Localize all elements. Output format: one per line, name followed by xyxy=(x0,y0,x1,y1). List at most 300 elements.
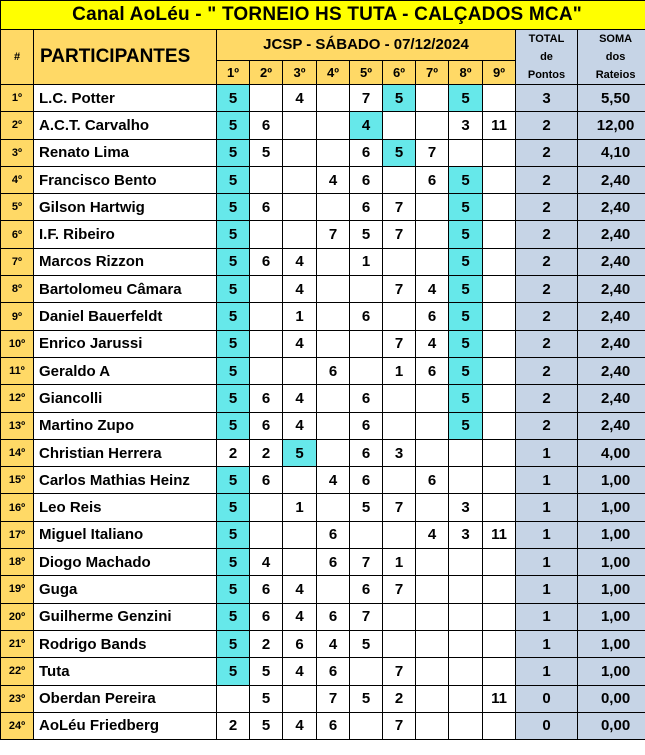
participant-name: Guilherme Genzini xyxy=(34,603,217,630)
participant-name: Carlos Mathias Heinz xyxy=(34,467,217,494)
score-cell xyxy=(283,685,317,712)
rank-cell: 7º xyxy=(1,248,34,275)
score-cell: 5 xyxy=(217,357,250,384)
score-cell: 4 xyxy=(317,630,350,657)
position-header: 3º xyxy=(283,60,317,84)
score-cell: 5 xyxy=(217,85,250,112)
score-cell: 6 xyxy=(317,658,350,685)
score-cell xyxy=(483,712,516,739)
rank-cell: 15º xyxy=(1,467,34,494)
score-cell xyxy=(483,303,516,330)
rank-cell: 17º xyxy=(1,521,34,548)
score-cell xyxy=(283,357,317,384)
score-cell xyxy=(250,330,283,357)
score-cell: 4 xyxy=(283,712,317,739)
score-cell: 6 xyxy=(250,412,283,439)
score-cell: 5 xyxy=(449,85,483,112)
score-cell: 6 xyxy=(317,357,350,384)
score-cell: 4 xyxy=(283,412,317,439)
score-cell xyxy=(449,685,483,712)
sum-cell: 1,00 xyxy=(578,630,645,657)
score-cell: 7 xyxy=(383,276,416,303)
participant-name: I.F. Ribeiro xyxy=(34,221,217,248)
score-cell xyxy=(250,494,283,521)
score-cell: 5 xyxy=(250,658,283,685)
score-cell xyxy=(449,712,483,739)
sum-header-line: SOMA xyxy=(599,33,633,45)
score-cell: 6 xyxy=(250,112,283,139)
score-cell: 5 xyxy=(217,412,250,439)
score-cell xyxy=(483,194,516,221)
score-cell xyxy=(416,194,449,221)
score-cell: 5 xyxy=(217,603,250,630)
position-header: 5º xyxy=(350,60,383,84)
rank-cell: 18º xyxy=(1,549,34,576)
score-cell xyxy=(350,330,383,357)
score-cell xyxy=(250,303,283,330)
sum-cell: 0,00 xyxy=(578,685,645,712)
score-cell xyxy=(483,630,516,657)
total-points-cell: 1 xyxy=(516,549,578,576)
score-cell xyxy=(483,658,516,685)
participant-name: Geraldo A xyxy=(34,357,217,384)
score-cell: 7 xyxy=(317,221,350,248)
score-cell: 5 xyxy=(250,712,283,739)
score-cell xyxy=(383,521,416,548)
score-cell: 4 xyxy=(283,603,317,630)
total-points-cell: 2 xyxy=(516,166,578,193)
score-cell xyxy=(483,330,516,357)
table-row xyxy=(1,303,645,330)
participant-name: Francisco Bento xyxy=(34,166,217,193)
score-cell: 7 xyxy=(383,576,416,603)
participant-name: Gilson Hartwig xyxy=(34,194,217,221)
score-cell: 5 xyxy=(350,494,383,521)
score-cell xyxy=(317,248,350,275)
score-cell: 5 xyxy=(217,166,250,193)
score-cell xyxy=(416,576,449,603)
score-cell: 6 xyxy=(350,139,383,166)
position-header: 1º xyxy=(217,60,250,84)
score-cell xyxy=(383,303,416,330)
score-cell xyxy=(449,603,483,630)
score-cell: 6 xyxy=(350,412,383,439)
score-cell xyxy=(350,712,383,739)
score-cell: 4 xyxy=(283,248,317,275)
score-cell: 5 xyxy=(250,139,283,166)
total-points-cell: 2 xyxy=(516,139,578,166)
score-cell xyxy=(317,303,350,330)
score-cell: 4 xyxy=(416,521,449,548)
score-cell xyxy=(250,85,283,112)
score-cell: 7 xyxy=(350,85,383,112)
sum-cell: 1,00 xyxy=(578,549,645,576)
table-row xyxy=(1,385,645,412)
sum-cell: 2,40 xyxy=(578,194,645,221)
total-points-cell: 2 xyxy=(516,112,578,139)
sum-cell: 2,40 xyxy=(578,303,645,330)
sum-cell: 2,40 xyxy=(578,357,645,384)
score-cell: 3 xyxy=(449,521,483,548)
score-cell: 5 xyxy=(383,139,416,166)
score-cell xyxy=(383,467,416,494)
rank-cell: 5º xyxy=(1,194,34,221)
score-cell: 6 xyxy=(350,385,383,412)
participant-name: Marcos Rizzon xyxy=(34,248,217,275)
score-cell: 6 xyxy=(350,439,383,466)
score-cell: 6 xyxy=(250,248,283,275)
score-cell: 6 xyxy=(350,576,383,603)
total-points-cell: 1 xyxy=(516,521,578,548)
score-cell: 5 xyxy=(217,221,250,248)
score-cell xyxy=(383,248,416,275)
score-cell xyxy=(317,385,350,412)
total-points-cell: 1 xyxy=(516,467,578,494)
score-cell: 5 xyxy=(383,85,416,112)
rank-cell: 3º xyxy=(1,139,34,166)
score-cell xyxy=(483,248,516,275)
position-header: 6º xyxy=(383,60,416,84)
sum-cell: 4,10 xyxy=(578,139,645,166)
position-header: 9º xyxy=(483,60,516,84)
total-points-cell: 0 xyxy=(516,712,578,739)
score-cell xyxy=(483,603,516,630)
score-cell: 5 xyxy=(217,521,250,548)
score-cell: 5 xyxy=(449,166,483,193)
score-cell: 2 xyxy=(250,439,283,466)
score-cell xyxy=(416,549,449,576)
total-points-cell: 2 xyxy=(516,330,578,357)
score-cell xyxy=(317,576,350,603)
score-cell xyxy=(317,276,350,303)
score-cell: 6 xyxy=(283,630,317,657)
score-cell: 2 xyxy=(217,439,250,466)
rank-cell: 21º xyxy=(1,630,34,657)
score-cell: 4 xyxy=(283,85,317,112)
table-row xyxy=(1,194,645,221)
total-points-cell: 2 xyxy=(516,357,578,384)
sum-cell: 2,40 xyxy=(578,248,645,275)
score-cell: 6 xyxy=(416,467,449,494)
sum-cell: 2,40 xyxy=(578,330,645,357)
participant-name: Martino Zupo xyxy=(34,412,217,439)
rank-header: # xyxy=(1,30,34,85)
table-row xyxy=(1,494,645,521)
score-cell: 1 xyxy=(350,248,383,275)
score-cell xyxy=(383,166,416,193)
score-cell xyxy=(317,194,350,221)
rank-cell: 22º xyxy=(1,658,34,685)
score-cell xyxy=(449,139,483,166)
score-cell: 11 xyxy=(483,112,516,139)
score-cell: 7 xyxy=(383,330,416,357)
score-cell xyxy=(383,412,416,439)
table-row xyxy=(1,112,645,139)
table-row xyxy=(1,603,645,630)
sum-cell: 1,00 xyxy=(578,576,645,603)
score-cell xyxy=(283,139,317,166)
score-cell xyxy=(350,357,383,384)
score-cell: 4 xyxy=(283,576,317,603)
table-row xyxy=(1,712,645,739)
score-cell: 1 xyxy=(383,549,416,576)
score-cell: 5 xyxy=(217,112,250,139)
table-row xyxy=(1,412,645,439)
participant-name: Rodrigo Bands xyxy=(34,630,217,657)
total-points-cell: 2 xyxy=(516,303,578,330)
score-cell: 5 xyxy=(217,385,250,412)
score-cell xyxy=(317,330,350,357)
score-cell: 2 xyxy=(250,630,283,657)
position-header: 4º xyxy=(317,60,350,84)
rank-cell: 23º xyxy=(1,685,34,712)
score-cell: 6 xyxy=(250,194,283,221)
score-cell: 6 xyxy=(416,166,449,193)
rank-cell: 4º xyxy=(1,166,34,193)
score-cell xyxy=(416,385,449,412)
rank-cell: 20º xyxy=(1,603,34,630)
participant-name: L.C. Potter xyxy=(34,85,217,112)
score-cell xyxy=(416,412,449,439)
participant-name: Oberdan Pereira xyxy=(34,685,217,712)
total-points-cell: 1 xyxy=(516,630,578,657)
score-cell xyxy=(350,276,383,303)
score-cell xyxy=(483,576,516,603)
score-cell xyxy=(416,685,449,712)
score-cell xyxy=(383,603,416,630)
sum-cell: 1,00 xyxy=(578,603,645,630)
score-cell: 7 xyxy=(383,194,416,221)
table-row xyxy=(1,521,645,548)
participants-header: PARTICIPANTES xyxy=(34,30,217,85)
score-cell: 4 xyxy=(250,549,283,576)
event-header: JCSP - SÁBADO - 07/12/2024 xyxy=(217,30,516,61)
score-cell: 5 xyxy=(350,685,383,712)
score-cell: 1 xyxy=(383,357,416,384)
score-cell: 7 xyxy=(383,658,416,685)
score-cell xyxy=(250,521,283,548)
score-cell xyxy=(283,166,317,193)
score-cell: 7 xyxy=(383,494,416,521)
rank-cell: 24º xyxy=(1,712,34,739)
score-cell xyxy=(283,549,317,576)
score-cell xyxy=(416,221,449,248)
rank-cell: 8º xyxy=(1,276,34,303)
table-row xyxy=(1,221,645,248)
sum-header-line: Rateios xyxy=(595,69,636,81)
score-cell: 5 xyxy=(217,248,250,275)
score-cell: 6 xyxy=(350,303,383,330)
score-cell xyxy=(449,630,483,657)
score-cell xyxy=(250,276,283,303)
score-cell xyxy=(483,412,516,439)
participant-name: Diogo Machado xyxy=(34,549,217,576)
total-points-cell: 2 xyxy=(516,221,578,248)
sum-cell: 0,00 xyxy=(578,712,645,739)
score-cell xyxy=(416,85,449,112)
score-cell: 4 xyxy=(317,467,350,494)
sum-cell: 5,50 xyxy=(578,85,645,112)
score-cell: 6 xyxy=(317,521,350,548)
score-cell: 6 xyxy=(416,357,449,384)
total-points-cell: 2 xyxy=(516,412,578,439)
score-cell xyxy=(483,85,516,112)
sum-cell: 1,00 xyxy=(578,658,645,685)
score-cell xyxy=(283,221,317,248)
position-header: 7º xyxy=(416,60,449,84)
score-cell xyxy=(250,166,283,193)
score-cell xyxy=(250,357,283,384)
score-cell: 1 xyxy=(283,494,317,521)
score-cell: 6 xyxy=(350,194,383,221)
score-cell: 5 xyxy=(449,248,483,275)
score-cell xyxy=(483,139,516,166)
total-points-cell: 1 xyxy=(516,439,578,466)
score-cell xyxy=(383,385,416,412)
score-cell: 2 xyxy=(383,685,416,712)
score-cell: 4 xyxy=(283,330,317,357)
score-cell: 11 xyxy=(483,685,516,712)
score-cell xyxy=(416,248,449,275)
rank-cell: 6º xyxy=(1,221,34,248)
score-cell: 6 xyxy=(350,467,383,494)
score-cell: 2 xyxy=(217,712,250,739)
score-cell: 6 xyxy=(250,576,283,603)
score-cell: 4 xyxy=(283,385,317,412)
score-cell xyxy=(317,112,350,139)
score-cell xyxy=(449,576,483,603)
rank-cell: 2º xyxy=(1,112,34,139)
score-cell xyxy=(317,85,350,112)
score-cell: 7 xyxy=(317,685,350,712)
total-points-cell: 1 xyxy=(516,658,578,685)
score-cell: 7 xyxy=(383,221,416,248)
participant-name: Bartolomeu Câmara xyxy=(34,276,217,303)
total-points-cell: 1 xyxy=(516,494,578,521)
sum-cell: 2,40 xyxy=(578,385,645,412)
score-cell: 6 xyxy=(317,549,350,576)
participant-name: Christian Herrera xyxy=(34,439,217,466)
rank-cell: 14º xyxy=(1,439,34,466)
score-cell xyxy=(350,658,383,685)
score-cell xyxy=(383,112,416,139)
sum-cell: 2,40 xyxy=(578,412,645,439)
participant-name: AoLéu Friedberg xyxy=(34,712,217,739)
score-cell: 5 xyxy=(217,630,250,657)
score-cell: 5 xyxy=(217,549,250,576)
score-cell: 7 xyxy=(350,549,383,576)
participant-name: Guga xyxy=(34,576,217,603)
score-cell: 5 xyxy=(217,330,250,357)
participant-name: Giancolli xyxy=(34,385,217,412)
score-cell: 5 xyxy=(449,276,483,303)
total-header-line: Pontos xyxy=(527,69,566,81)
table-row xyxy=(1,248,645,275)
table-row xyxy=(1,658,645,685)
score-cell xyxy=(449,439,483,466)
score-cell: 5 xyxy=(449,303,483,330)
participant-name: Leo Reis xyxy=(34,494,217,521)
score-cell xyxy=(416,439,449,466)
rank-cell: 10º xyxy=(1,330,34,357)
score-cell xyxy=(483,385,516,412)
score-cell xyxy=(483,357,516,384)
total-points-cell: 1 xyxy=(516,603,578,630)
score-cell xyxy=(317,439,350,466)
sum-cell: 1,00 xyxy=(578,494,645,521)
score-cell: 5 xyxy=(217,576,250,603)
score-cell: 4 xyxy=(283,658,317,685)
score-cell xyxy=(483,439,516,466)
score-cell: 6 xyxy=(250,385,283,412)
participant-name: Daniel Bauerfeldt xyxy=(34,303,217,330)
score-cell: 5 xyxy=(449,412,483,439)
sum-cell: 2,40 xyxy=(578,166,645,193)
score-cell: 5 xyxy=(283,439,317,466)
table-row xyxy=(1,630,645,657)
score-cell xyxy=(483,467,516,494)
rank-cell: 13º xyxy=(1,412,34,439)
rank-cell: 9º xyxy=(1,303,34,330)
score-cell xyxy=(283,112,317,139)
score-cell xyxy=(317,494,350,521)
participant-name: Enrico Jarussi xyxy=(34,330,217,357)
score-cell xyxy=(317,412,350,439)
score-cell xyxy=(449,658,483,685)
score-cell: 4 xyxy=(416,276,449,303)
score-cell xyxy=(383,630,416,657)
score-cell: 7 xyxy=(416,139,449,166)
table-row xyxy=(1,549,645,576)
sum-cell: 2,40 xyxy=(578,221,645,248)
score-cell: 3 xyxy=(449,112,483,139)
score-cell xyxy=(449,467,483,494)
score-cell: 7 xyxy=(383,712,416,739)
score-cell: 6 xyxy=(317,603,350,630)
score-cell: 5 xyxy=(449,385,483,412)
table-row xyxy=(1,439,645,466)
score-cell xyxy=(416,112,449,139)
score-cell: 4 xyxy=(416,330,449,357)
score-cell: 3 xyxy=(383,439,416,466)
participants-body xyxy=(1,85,645,740)
table-row xyxy=(1,85,645,112)
score-cell: 5 xyxy=(350,630,383,657)
score-cell: 5 xyxy=(449,194,483,221)
sum-cell: 1,00 xyxy=(578,521,645,548)
table-row xyxy=(1,467,645,494)
sum-cell: 4,00 xyxy=(578,439,645,466)
score-cell: 6 xyxy=(250,603,283,630)
score-cell xyxy=(483,221,516,248)
score-cell: 5 xyxy=(250,685,283,712)
total-points-cell: 2 xyxy=(516,276,578,303)
score-cell: 5 xyxy=(217,658,250,685)
score-cell xyxy=(483,276,516,303)
rank-cell: 16º xyxy=(1,494,34,521)
score-cell xyxy=(217,685,250,712)
score-cell xyxy=(283,521,317,548)
score-cell: 11 xyxy=(483,521,516,548)
score-cell: 4 xyxy=(350,112,383,139)
total-points-cell: 2 xyxy=(516,248,578,275)
sum-header-line: dos xyxy=(605,51,626,63)
participant-name: Miguel Italiano xyxy=(34,521,217,548)
total-points-cell: 2 xyxy=(516,194,578,221)
score-cell: 6 xyxy=(350,166,383,193)
participant-name: Renato Lima xyxy=(34,139,217,166)
score-cell xyxy=(416,630,449,657)
